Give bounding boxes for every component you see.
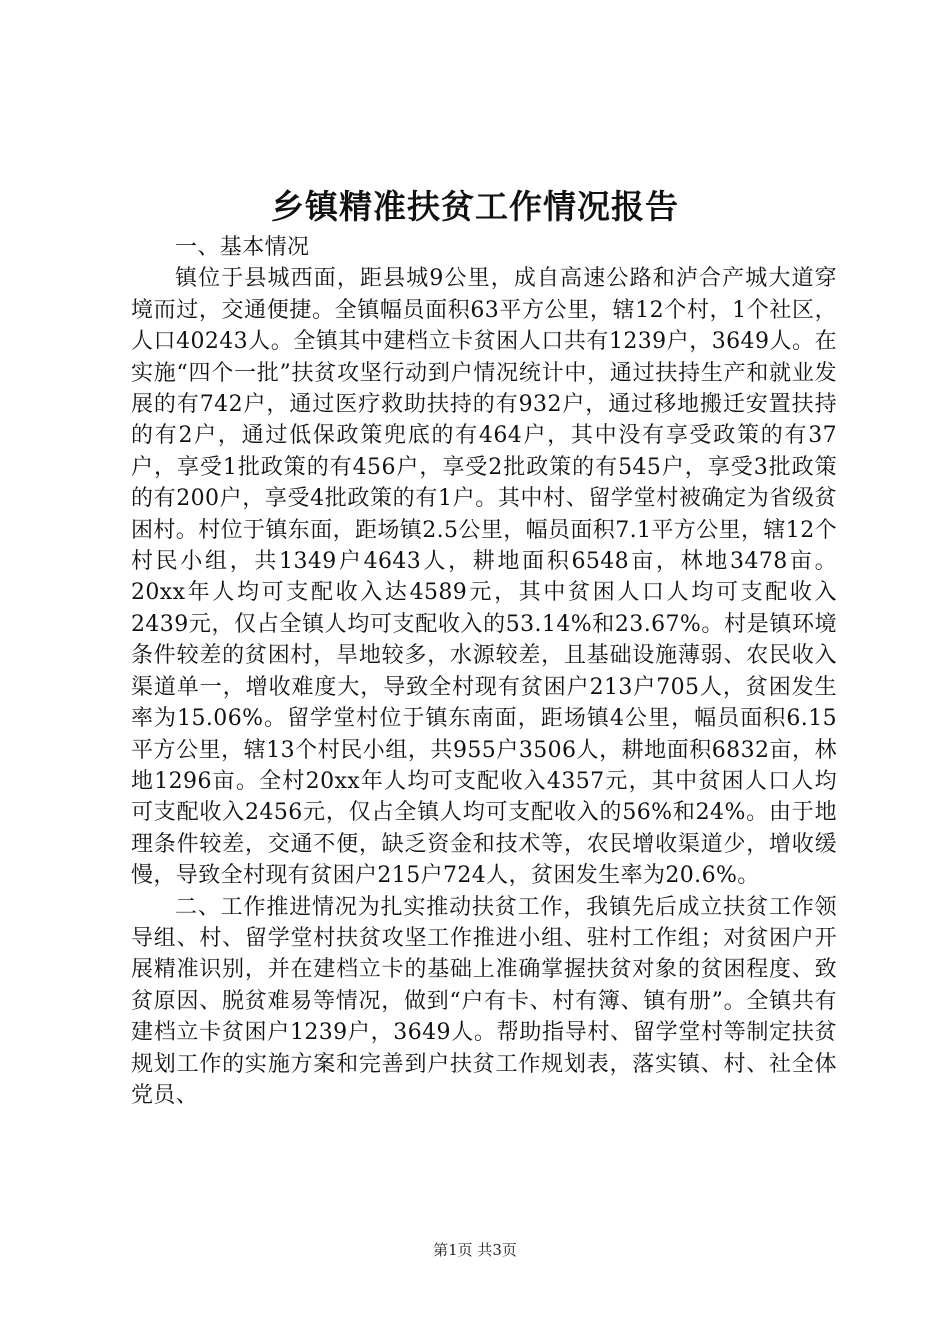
paragraph-basic-info: 镇位于县城西面，距县城9公里，成自高速公路和泸合产城大道穿境而过，交通便捷。全镇幅员面积63平方公里，辖12个村，1个社区，人口40243人。全镇其中建档立卡贫困人口共有1239户，3649人。在实施“四个一批”扶贫攻坚行动到户情况统计中，通过扶持生产和就业发展的有742户，通过医疗救助扶持的有932户，通过移地搬迁安置扶持的有2户，通过低保政策兜底的有464户，其中没有享受政策的有37户，享受1批政策的有456户，享受2批政策的有545户，享受3批政策的有200户，享受4批政策的有1户。其中村、留学堂村被确定为省级贫困村。村位于镇东面，距场镇2.5公里，幅员面积7.1平方公里，辖12个村民小组，共1349户4643人，耕地面积6548亩，林地3478亩。20xx年人均可支配收入达4589元，其中贫困人口人均可支配收入2439元，仅占全镇人均可支配收入的53.14%和23.67%。村是镇环境条件较差的贫困村，旱地较多，水源较差，且基础设施薄弱、农民收入渠道单一，增收难度大，导致全村现有贫困户213户705人，贫困发生率为15.06%。留学堂村位于镇东南面，距场镇4公里，幅员面积6.15平方公里，辖13个村民小组，共955户3506人，耕地面积6832亩，林地1296亩。全村20xx年人均可支配收入4357元，其中贫困人口人均可支配收入2456元，仅占全镇人均可支配收入的56%和24%。由于地理条件较差，交通不便，缺乏资金和技术等，农民增收渠道少，增收缓慢，导致全村现有贫困户215户724人，贫困发生率为20.6%。: [131, 266, 837, 889]
paragraph-work-progress: 二、工作推进情况为扎实推动扶贫工作，我镇先后成立扶贫工作领导组、村、留学堂村扶贫攻坚工作推进小组、驻村工作组；对贫困户开展精准识别，并在建档立卡的基础上准确掌握扶贫对象的贫困程度、致贫原因、脱贫难易等情况，做到“户有卡、村有簿、镇有册”。全镇共有建档立卡贫困户1239户，3649人。帮助指导村、留学堂村等制定扶贫规划工作的实施方案和完善到户扶贫工作规划表，落实镇、村、社全体党员、: [131, 894, 837, 1108]
document-title: 乡镇精准扶贫工作情况报告: [271, 187, 679, 226]
section-heading-basic-info: 一、基本情况: [175, 235, 310, 260]
document-body: [131, 232, 837, 1111]
page-footer: 第1页 共3页: [433, 1241, 517, 1259]
